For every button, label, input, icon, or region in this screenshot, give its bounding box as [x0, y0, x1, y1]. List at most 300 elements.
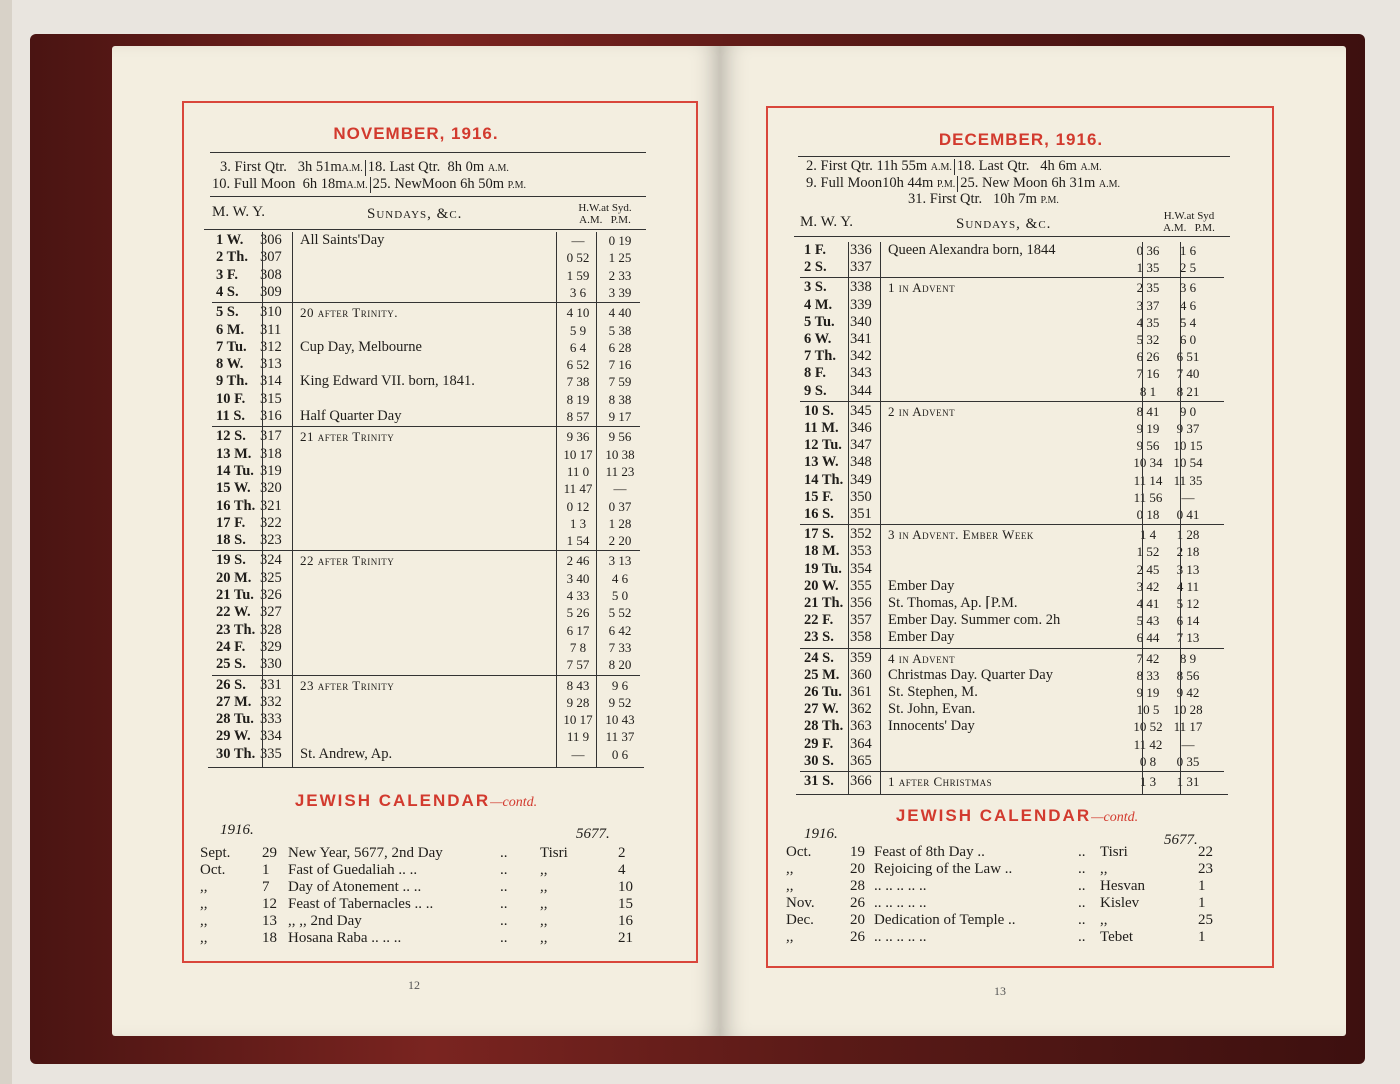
year-day-number: 339	[850, 296, 872, 313]
high-water-pm: 0 41	[1176, 507, 1200, 522]
jewish-year-1916: 1916.	[804, 826, 838, 842]
high-water-pm: 3 13	[608, 553, 632, 569]
year-day-number: 328	[260, 621, 282, 638]
year-day-number: 306	[260, 232, 282, 248]
event-text: Half Quarter Day	[300, 408, 402, 424]
day-label: 21 Th.	[804, 595, 844, 611]
high-water-pm: 4 6	[611, 570, 629, 586]
day-label: 31 S.	[804, 773, 834, 789]
day-row	[216, 463, 644, 480]
month: ,,	[200, 930, 208, 946]
high-water-am: 10 5	[1136, 702, 1160, 718]
high-water-am: 1 52	[1136, 544, 1160, 560]
hebrew-day: 2	[618, 845, 626, 861]
high-water-am: 5 26	[566, 605, 590, 621]
day-row	[804, 773, 1228, 790]
day-row	[804, 314, 1228, 331]
high-water-pm: 10 54	[1173, 455, 1203, 471]
day-label: 12 Tu.	[804, 437, 842, 454]
feast: Fast of Guedaliah .. ..	[288, 862, 418, 878]
high-water-pm: —	[613, 481, 627, 497]
day-row	[804, 242, 1228, 259]
day-label: 20 M.	[216, 569, 252, 586]
day-label: 19 Tu.	[804, 560, 842, 577]
hebrew-day: 21	[618, 930, 633, 946]
high-water-pm: 5 0	[611, 588, 629, 603]
jewish-calendar-title: JEWISH CALENDAR—contd.	[895, 806, 1139, 825]
day-label: 17 F.	[216, 514, 246, 531]
day-row	[804, 561, 1228, 578]
hebrew-day: 4	[618, 862, 626, 878]
event-text: 2 in Advent	[888, 403, 956, 419]
day-label: 7 Tu.	[216, 338, 247, 355]
day-row	[216, 249, 644, 266]
high-water-am: 8 1	[1139, 383, 1157, 399]
table-bottom-rule	[208, 767, 644, 768]
hebrew-month: Tisri	[540, 845, 568, 861]
col-mwy: M. W. Y.	[800, 214, 853, 230]
week-divider	[212, 675, 640, 676]
high-water-am: 7 38	[566, 374, 590, 390]
high-water-pm: 4 40	[608, 305, 632, 321]
year-day-number: 309	[260, 283, 282, 300]
month-title: NOVEMBER, 1916.	[333, 124, 499, 143]
year-day-number: 326	[260, 587, 282, 603]
high-water-pm: 8 21	[1176, 383, 1200, 399]
day-label: 2 S.	[804, 259, 827, 276]
year-day-number: 342	[850, 348, 872, 365]
high-water-am: 8 19	[566, 391, 590, 407]
day-row	[804, 403, 1228, 420]
high-water-pm: 5 12	[1176, 596, 1200, 611]
day-row	[216, 267, 644, 284]
day-label: 30 Th.	[216, 745, 256, 762]
high-water-pm: 10 15	[1173, 438, 1203, 454]
year-day-number: 321	[260, 497, 282, 514]
leader-dots: ..	[1078, 844, 1086, 860]
day-label: 25 S.	[216, 656, 246, 673]
hebrew-day: 1	[1198, 929, 1206, 945]
day-row	[216, 304, 644, 321]
jewish-calendar-row	[200, 913, 640, 930]
jewish-calendar-row	[200, 930, 640, 947]
day-row	[804, 383, 1228, 400]
page-number: 12	[408, 978, 420, 992]
day-label: 6 W.	[804, 331, 832, 347]
right-page	[720, 46, 1346, 1036]
high-water-am: 7 42	[1136, 650, 1160, 666]
event-text: 23 after Trinity	[300, 677, 395, 693]
day-label: 3 S.	[804, 279, 827, 296]
year-day-number: 338	[850, 279, 872, 296]
year-day-number: 315	[260, 390, 282, 407]
event-text: Ember Day. Summer com. 2h	[888, 612, 1061, 629]
high-water-am: 1 54	[566, 533, 590, 549]
high-water-pm: 2 33	[608, 267, 632, 283]
hebrew-day: 15	[618, 896, 633, 912]
feast: .. .. .. .. ..	[874, 878, 927, 894]
day-label: 13 W.	[804, 454, 839, 471]
day-row	[216, 604, 644, 621]
month: Sept.	[200, 845, 231, 861]
column-rule	[596, 232, 597, 767]
feast: Dedication of Temple ..	[874, 912, 1016, 928]
month: ,,	[786, 929, 794, 945]
high-water-am: 1 59	[566, 267, 590, 283]
month: Nov.	[786, 895, 815, 911]
jewish-calendar-row	[786, 861, 1226, 878]
high-water-am: 3 42	[1136, 578, 1160, 594]
year-day-number: 363	[850, 718, 872, 735]
day-label: 8 F.	[804, 365, 827, 382]
day-row	[216, 694, 644, 711]
hebrew-day: 10	[618, 879, 633, 895]
year-day-number: 336	[850, 242, 872, 258]
leader-dots: ..	[500, 845, 508, 861]
leader-dots: ..	[500, 879, 508, 895]
high-water-am: 6 26	[1136, 349, 1160, 365]
year-day-number: 365	[850, 752, 872, 769]
high-water-am: 6 52	[566, 357, 590, 373]
year-day-number: 331	[260, 676, 282, 693]
feast: .. .. .. .. ..	[874, 895, 927, 911]
feast: New Year, 5677, 2nd Day	[288, 845, 443, 861]
day-row	[804, 526, 1228, 543]
day-label: 17 S.	[804, 526, 834, 543]
high-water-pm: 2 20	[608, 533, 632, 549]
high-water-am: 4 35	[1136, 314, 1160, 330]
hebrew-month: Tisri	[1100, 844, 1128, 860]
event-text: 1 in Advent	[888, 280, 956, 296]
high-water-am: 2 45	[1136, 561, 1160, 577]
day-label: 30 S.	[804, 752, 834, 769]
high-water-am: 5 43	[1136, 613, 1160, 629]
leader-dots: ..	[500, 862, 508, 878]
year-day-number: 355	[850, 577, 872, 594]
high-water-pm: 9 42	[1176, 685, 1200, 700]
day-label: 15 W.	[216, 480, 251, 497]
year-day-number: 347	[850, 437, 872, 454]
day: 20	[850, 861, 865, 877]
year-day-number: 362	[850, 701, 872, 718]
day-row	[216, 446, 644, 463]
year-day-number: 313	[260, 356, 282, 373]
day-label: 26 S.	[216, 676, 246, 693]
high-water-am: 9 28	[566, 694, 590, 710]
table-bottom-rule	[796, 794, 1228, 795]
year-day-number: 324	[260, 552, 282, 569]
day-row	[216, 428, 644, 445]
jewish-calendar-row	[786, 895, 1226, 912]
high-water-am: 1 3	[1139, 774, 1157, 789]
high-water-pm: 11 35	[1173, 472, 1203, 488]
day-row	[216, 356, 644, 373]
day-label: 16 Th.	[216, 497, 256, 514]
moon-phase-line-3: 31. First Qtr. 10h 7m P.M.	[908, 191, 1059, 207]
day-row	[216, 322, 644, 339]
jewish-calendar-title: JEWISH CALENDAR—contd.	[294, 791, 538, 810]
day: 19	[850, 844, 865, 860]
day-label: 10 S.	[804, 402, 834, 419]
day-label: 6 M.	[216, 321, 245, 338]
week-divider	[212, 426, 640, 427]
high-water-pm: 6 14	[1176, 613, 1200, 629]
day-row	[804, 297, 1228, 314]
day-row	[804, 684, 1228, 701]
hebrew-day: 23	[1198, 861, 1213, 877]
jewish-calendar-row	[786, 912, 1226, 929]
event-text: Ember Day	[888, 629, 955, 646]
column-rule	[848, 242, 849, 794]
year-day-number: 364	[850, 735, 872, 752]
year-day-number: 337	[850, 259, 872, 276]
leader-dots: ..	[1078, 929, 1086, 945]
week-divider	[212, 302, 640, 303]
day-row	[804, 701, 1228, 718]
day: 1	[262, 862, 270, 878]
year-day-number: 308	[260, 266, 282, 283]
high-water-pm: 8 9	[1179, 650, 1197, 666]
event-text: 22 after Trinity	[300, 553, 395, 569]
year-day-number: 330	[260, 656, 282, 673]
year-day-number: 346	[850, 420, 872, 436]
feast: Rejoicing of the Law ..	[874, 861, 1013, 877]
year-day-number: 353	[850, 543, 872, 560]
day-label: 5 Tu.	[804, 313, 835, 330]
high-water-am: —	[571, 746, 585, 762]
day-row	[804, 629, 1228, 646]
high-water-pm: 9 37	[1176, 421, 1200, 436]
event-text: Cup Day, Melbourne	[300, 338, 422, 355]
high-water-am: 11 56	[1133, 489, 1163, 505]
hebrew-month: ,,	[540, 896, 548, 912]
year-day-number: 360	[850, 666, 872, 683]
hebrew-day: 1	[1198, 895, 1206, 911]
day-label: 1 F.	[804, 242, 827, 258]
day: 13	[262, 913, 277, 929]
leader-dots: ..	[500, 930, 508, 946]
day-row	[804, 437, 1228, 454]
high-water-pm: 8 56	[1176, 667, 1200, 683]
day-row	[804, 259, 1228, 276]
year-day-number: 327	[260, 604, 282, 621]
day-row	[804, 667, 1228, 684]
high-water-am: 10 17	[563, 446, 593, 462]
high-water-am: 3 40	[566, 570, 590, 586]
day-row	[804, 348, 1228, 365]
high-water-pm: 2 18	[1176, 544, 1200, 560]
jewish-calendar-row	[786, 878, 1226, 895]
month: ,,	[200, 913, 208, 929]
day-row	[804, 578, 1228, 595]
hebrew-day: 16	[618, 913, 633, 929]
day-row	[804, 489, 1228, 506]
feast: Feast of Tabernacles .. ..	[288, 896, 434, 912]
day-row	[216, 232, 644, 249]
event-text: All Saints'Day	[300, 232, 385, 248]
event-text: 21 after Trinity	[300, 429, 395, 445]
high-water-am: 0 36	[1136, 243, 1160, 258]
hebrew-day: 1	[1198, 878, 1206, 894]
day-row	[804, 454, 1228, 471]
day-label: 10 F.	[216, 390, 246, 407]
day-row	[804, 472, 1228, 489]
high-water-pm: 3 39	[608, 284, 632, 300]
col-mwy: M. W. Y.	[212, 204, 265, 220]
day-label: 23 S.	[804, 629, 834, 646]
high-water-pm: 1 25	[608, 250, 632, 266]
high-water-pm: 5 52	[608, 605, 632, 621]
high-water-pm: 5 38	[608, 322, 632, 338]
year-day-number: 343	[850, 365, 872, 382]
year-day-number: 341	[850, 331, 872, 347]
high-water-am: —	[571, 233, 585, 248]
year-day-number: 323	[260, 532, 282, 549]
jewish-year-5677: 5677.	[1164, 832, 1198, 848]
column-rule	[880, 242, 881, 794]
high-water-am: 7 57	[566, 657, 590, 673]
high-water-am: 2 35	[1136, 280, 1160, 296]
day-row	[216, 532, 644, 549]
day-row	[804, 612, 1228, 629]
high-water-am: 3 6	[569, 284, 587, 300]
column-rule	[556, 232, 557, 767]
week-divider	[800, 277, 1224, 278]
feast: .. .. .. .. ..	[874, 929, 927, 945]
high-water-am: 4 41	[1136, 596, 1160, 611]
high-water-am: 11 14	[1133, 472, 1163, 488]
col-hw: H.W.at Syd. A.M. P.M.	[578, 202, 632, 226]
column-rule	[262, 232, 263, 767]
high-water-am: 2 46	[566, 553, 590, 569]
hebrew-month: ,,	[540, 862, 548, 878]
day-row	[216, 656, 644, 673]
day-label: 25 M.	[804, 666, 840, 683]
day-label: 2 Th.	[216, 249, 248, 266]
day: 20	[850, 912, 865, 928]
high-water-am: 6 17	[566, 622, 590, 638]
jewish-calendar-row	[200, 896, 640, 913]
day-label: 14 Th.	[804, 471, 844, 488]
day-label: 24 F.	[216, 638, 246, 655]
year-day-number: 317	[260, 428, 282, 445]
day-row	[216, 498, 644, 515]
high-water-pm: 9 56	[608, 429, 632, 445]
year-day-number: 310	[260, 304, 282, 321]
high-water-pm: 10 38	[605, 446, 635, 462]
day-label: 11 M.	[804, 420, 839, 436]
high-water-pm: 7 33	[608, 639, 632, 655]
high-water-am: 6 44	[1136, 630, 1160, 646]
event-text: Ember Day	[888, 577, 955, 594]
high-water-am: 4 10	[566, 305, 590, 321]
day-row	[216, 711, 644, 728]
day-label: 11 S.	[216, 408, 246, 424]
event-text: King Edward VII. born, 1841.	[300, 373, 475, 390]
col-sundays: Sundays, &c.	[956, 216, 1052, 232]
day-label: 18 S.	[216, 532, 246, 549]
day-row	[804, 595, 1228, 612]
high-water-am: 9 36	[566, 429, 590, 445]
high-water-pm: 3 6	[1179, 280, 1197, 296]
month: Oct.	[786, 844, 812, 860]
high-water-am: 1 3	[569, 515, 587, 531]
high-water-pm: —	[1181, 736, 1195, 752]
high-water-pm: 11 23	[605, 463, 635, 479]
jewish-calendar-row	[200, 862, 640, 879]
day-row	[216, 746, 644, 763]
day-label: 14 Tu.	[216, 462, 254, 479]
high-water-pm: 2 5	[1179, 260, 1197, 276]
day-row	[804, 365, 1228, 382]
feast: Hosana Raba .. .. ..	[288, 930, 402, 946]
leader-dots: ..	[1078, 878, 1086, 894]
day-row	[216, 728, 644, 745]
day-row	[216, 552, 644, 569]
high-water-am: 11 9	[566, 729, 590, 745]
year-day-number: 332	[260, 693, 282, 710]
hebrew-month: ,,	[1100, 861, 1108, 877]
day-row	[216, 639, 644, 656]
high-water-am: 11 42	[1133, 736, 1163, 752]
high-water-am: 9 56	[1136, 438, 1160, 454]
event-text: 1 after Christmas	[888, 774, 993, 789]
high-water-pm: 4 6	[1179, 297, 1197, 313]
high-water-pm: 9 6	[611, 677, 629, 693]
high-water-pm: 8 20	[608, 657, 632, 673]
year-day-number: 358	[850, 629, 872, 646]
hebrew-month: ,,	[540, 879, 548, 895]
event-text: St. Thomas, Ap. ⌈P.M.	[888, 595, 1018, 611]
day-label: 29 F.	[804, 735, 834, 752]
day-row	[216, 373, 644, 390]
col-hw: H.W.at Syd A.M. P.M.	[1163, 210, 1215, 234]
jewish-calendar-row	[200, 845, 640, 862]
year-day-number: 314	[260, 373, 282, 390]
high-water-pm: 0 35	[1176, 753, 1200, 769]
high-water-am: 10 52	[1133, 719, 1163, 735]
year-day-number: 354	[850, 560, 872, 577]
high-water-pm: 9 0	[1179, 403, 1197, 419]
leader-dots: ..	[1078, 861, 1086, 877]
high-water-pm: —	[1181, 489, 1195, 505]
year-day-number: 344	[850, 382, 872, 399]
day-row	[804, 753, 1228, 770]
day-label: 21 Tu.	[216, 587, 254, 603]
day-row	[804, 331, 1228, 348]
event-text: 20 after Trinity.	[300, 305, 398, 321]
high-water-am: 8 41	[1136, 403, 1160, 419]
day-label: 13 M.	[216, 445, 252, 462]
high-water-pm: 10 43	[605, 712, 635, 728]
high-water-pm: 1 28	[1176, 527, 1200, 543]
high-water-pm: 3 13	[1176, 561, 1200, 577]
day-label: 7 Th.	[804, 348, 836, 365]
leader-dots: ..	[1078, 895, 1086, 911]
high-water-am: 7 8	[569, 639, 587, 655]
day: 26	[850, 895, 865, 911]
month: ,,	[786, 878, 794, 894]
high-water-am: 0 18	[1136, 507, 1160, 522]
high-water-pm: 5 4	[1179, 314, 1197, 330]
year-day-number: 356	[850, 595, 872, 611]
high-water-pm: 6 28	[608, 339, 632, 355]
year-day-number: 361	[850, 684, 872, 700]
event-text: Christmas Day. Quarter Day	[888, 666, 1053, 683]
day-row	[804, 420, 1228, 437]
year-day-number: 312	[260, 338, 282, 355]
high-water-pm: 11 37	[605, 729, 635, 745]
